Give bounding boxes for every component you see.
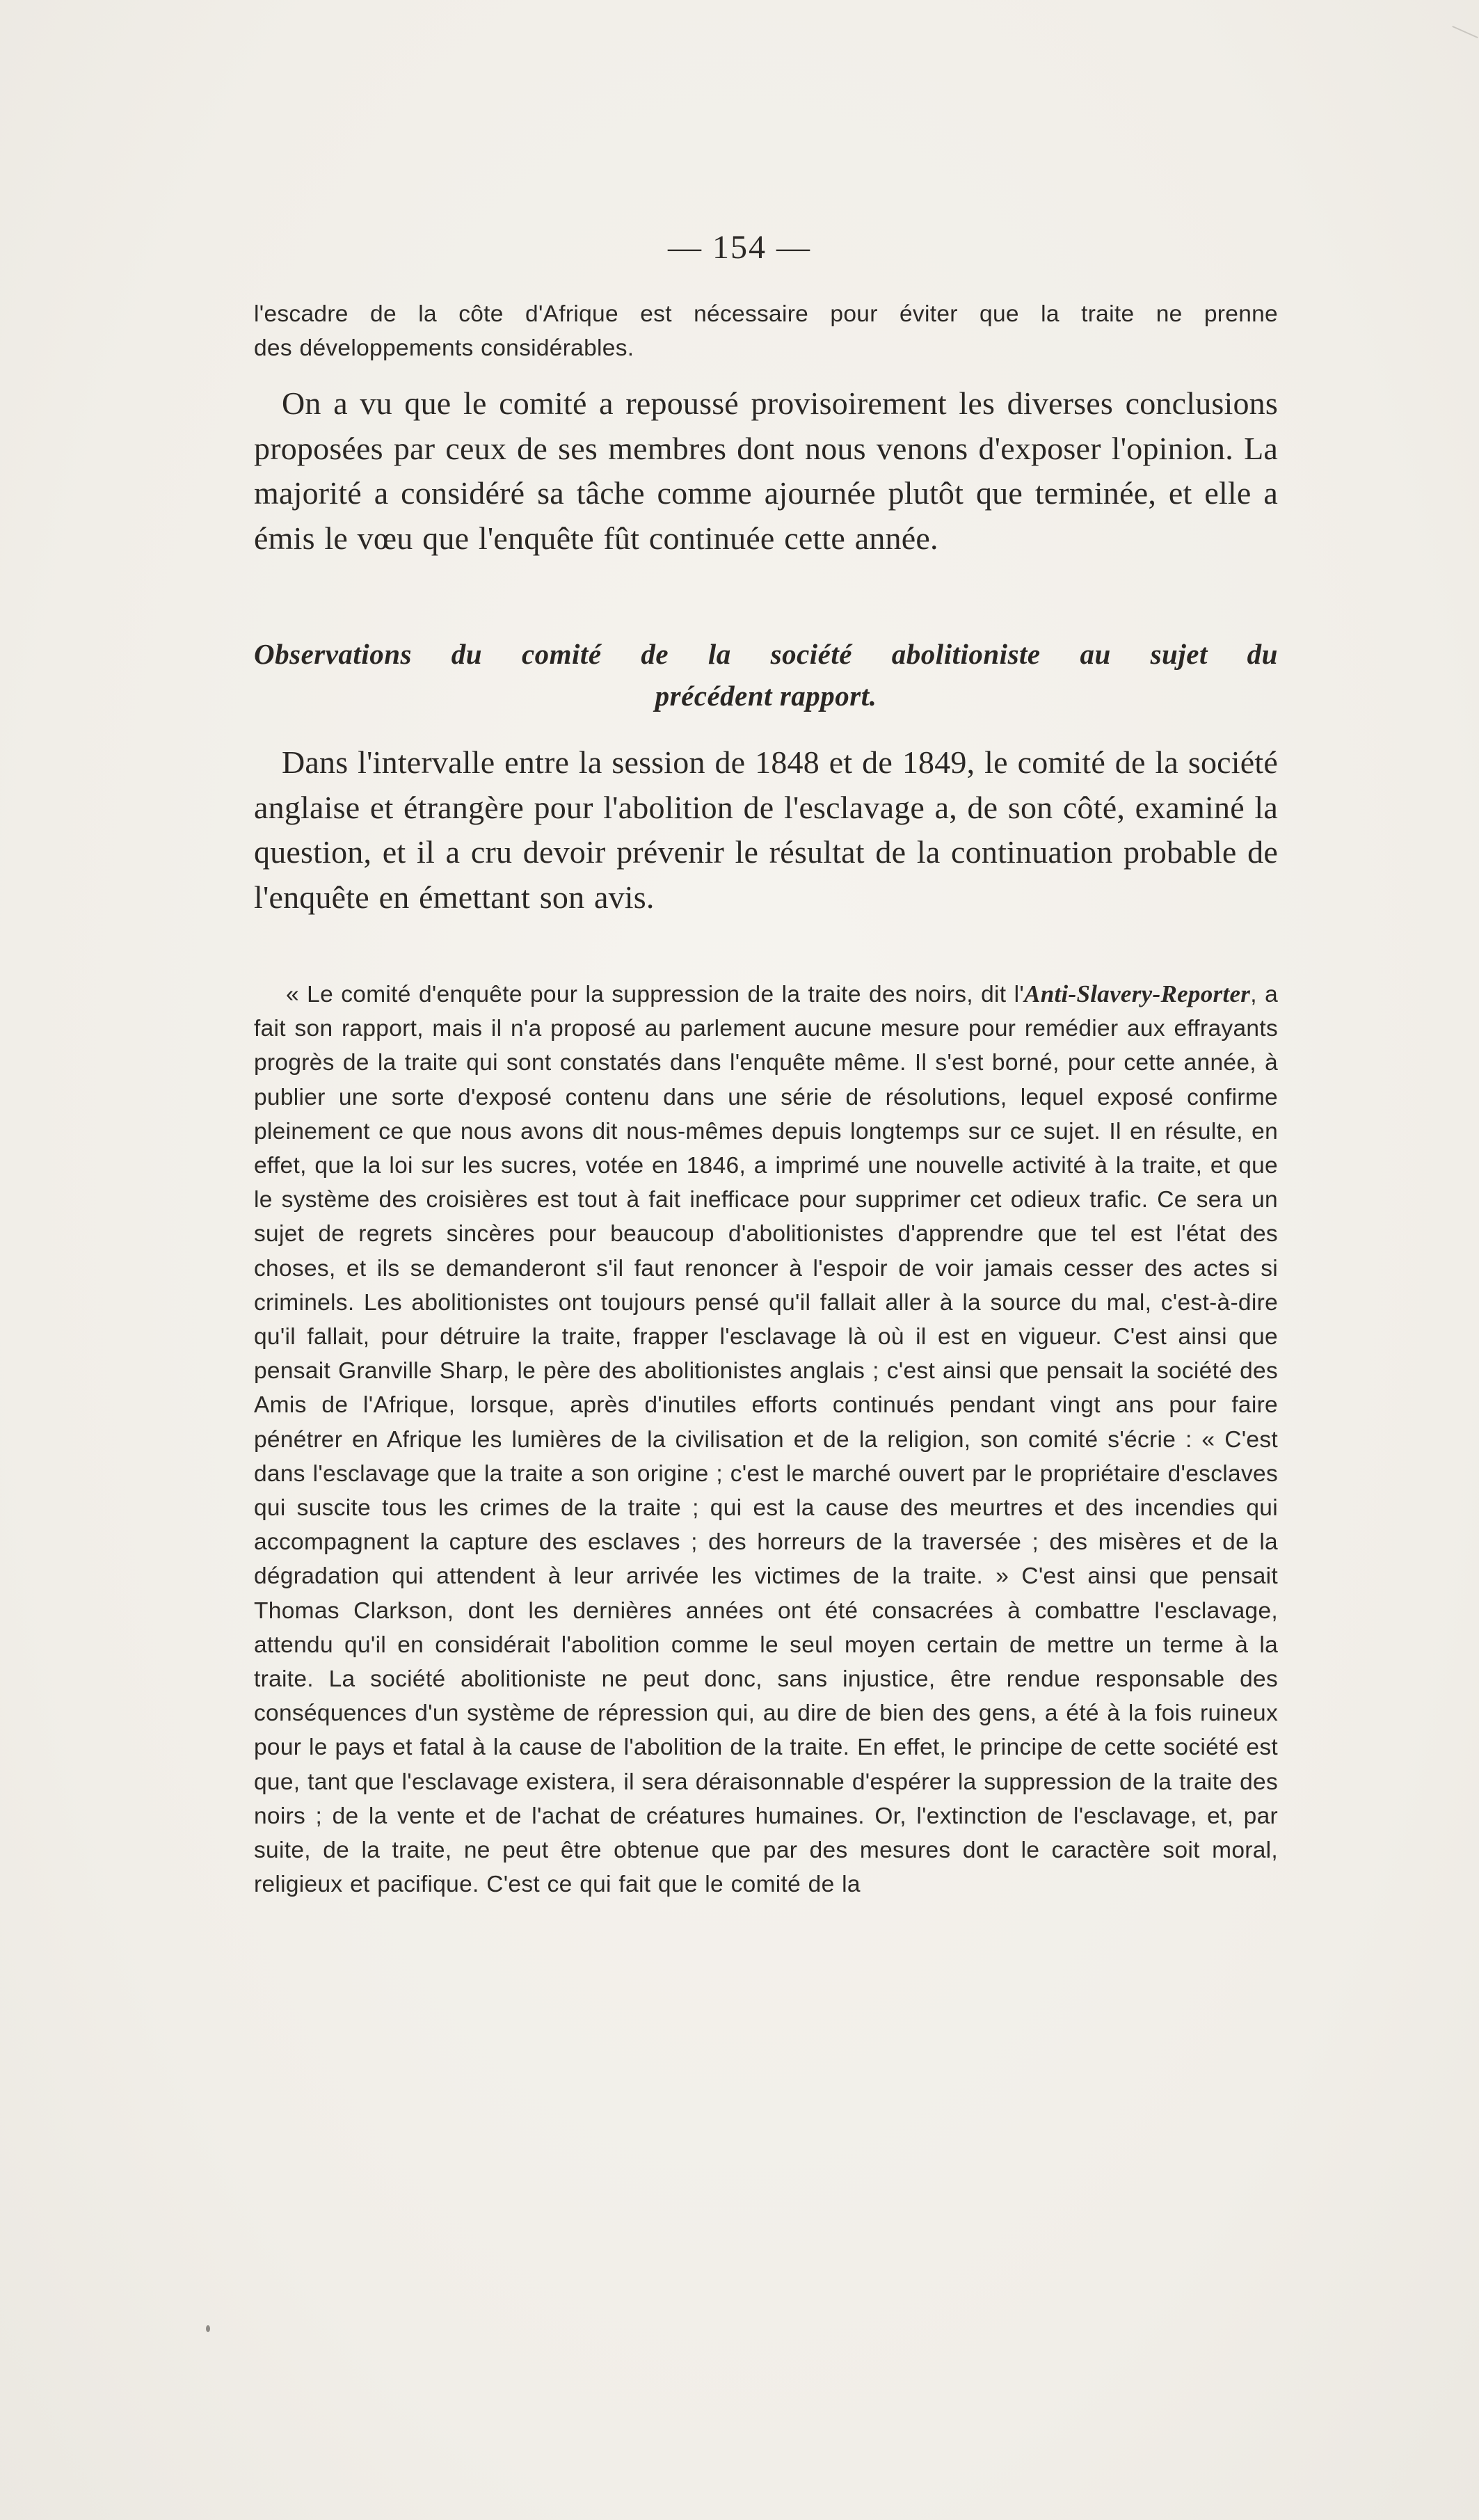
paragraph-1: On a vu que le comité a repoussé provisoirement les diverses conclusions proposées par ceux de ses membres dont nous venons d'exposer l'opinion. La majorité a considéré sa tâche comme ajournée plutôt que terminée, et elle a émis le vœu que l'enquête fût continuée cette année. xyxy=(254,385,1278,556)
top-paragraph-line-2: des développements considérables. xyxy=(254,335,634,362)
section-heading xyxy=(254,633,1278,717)
scan-artifact-mark xyxy=(1452,26,1478,38)
paragraph-2: Dans l'intervalle entre la session de 1848 et de 1849, le comité de la société anglaise et étrangère pour l'abolition de l'esclavage a, de son côté, examiné la question, et il a cru devoir prévenir le résultat de la continuation probable de l'enquête en émettant son avis. xyxy=(254,744,1278,915)
quote-block xyxy=(254,977,1278,1901)
section-heading-line-1: Observations du comité de la société abolitioniste au sujet du xyxy=(254,638,1278,670)
scan-speck xyxy=(206,2325,210,2332)
section-heading-line-2: précédent rapport. xyxy=(655,680,877,712)
top-paragraph xyxy=(254,297,1278,365)
quote-text-start: « Le comité d'enquête pour la suppression de la traite des noirs, dit l' xyxy=(286,982,1025,1007)
quote-text-body: , a fait son rapport, mais il n'a proposé au parlement aucune mesure pour remédier aux effrayants progrès de la traite qui sont constatés dans l'enquête même. Il s'est borné, pour cette année, à publier une sorte d'exposé contenu dans une série de résolutions, lequel exposé confirme pleinement ce que nous avons dit nous-mêmes depuis longtemps sur ce sujet. Il en résulte, en effet, que la loi sur les sucres, votée en 1846, a imprimé une nouvelle activité à la traite, et que le système des croisières est tout à fait inefficace pour supprimer cet odieux trafic. Ce sera un sujet de regrets sincères pour beaucoup d'abolitionistes d'apprendre que tel est l'état des choses, et ils se demanderont s'il faut renoncer à l'espoir de voir jamais cesser des actes si criminels. Les abolitionistes ont toujours pensé qu'il fallait aller à la source du mal, c'est-à-dire qu'il fallait, pour détruire la traite, frapper l'esclavage là où il est en vigueur. C'est ainsi que pensait Granville Sharp, le père des abolitionistes anglais ; c'est ainsi que pensait la société des Amis de l'Afrique, lorsque, après d'inutiles efforts continués pendant vingt ans pour faire pénétrer en Afrique les lumières de la civilisation et de la religion, son comité s'écrie : « C'est dans l'esclavage que la traite a son origine ; c'est le marché ouvert par le propriétaire d'esclaves qui suscite tous les crimes de la traite ; qui est la cause des meurtres et des incendies qui accompagnent la capture des esclaves ; des horreurs de la traversée ; des misères et de la dégradation qui attendent à leur arrivée les victimes de la traite. » C'est ainsi que pensait Thomas Clarkson, dont les dernières années ont été consacrées à combattre l'esclavage, attendu qu'il en considérait l'abolition comme le seul moyen certain de mettre un terme à la traite. La société abolitioniste ne peut donc, sans injustice, être rendue responsable des conséquences d'un système de répression qui, au dire de bien des gens, a été à la fois ruineux pour le pays et fatal à la cause de l'abolition de la traite. En effet, le principe de cette société est que, tant que l'esclavage existera, il sera déraisonnable d'espérer la suppression de la traite des noirs ; de la vente et de l'achat de créatures humaines. Or, l'extinction de l'esclavage, et, par suite, de la traite, ne peut être obtenue que par des mesures dont le caractère soit moral, religieux et pacifique. C'est ce qui fait que le comité de la xyxy=(254,982,1278,1898)
quote-publication-title: Anti-Slavery-Reporter xyxy=(1024,980,1251,1007)
top-paragraph-line-1: l'escadre de la côte d'Afrique est nécessaire pour éviter que la traite ne prenne xyxy=(254,301,1278,327)
page-number: — 154 — xyxy=(668,229,811,266)
